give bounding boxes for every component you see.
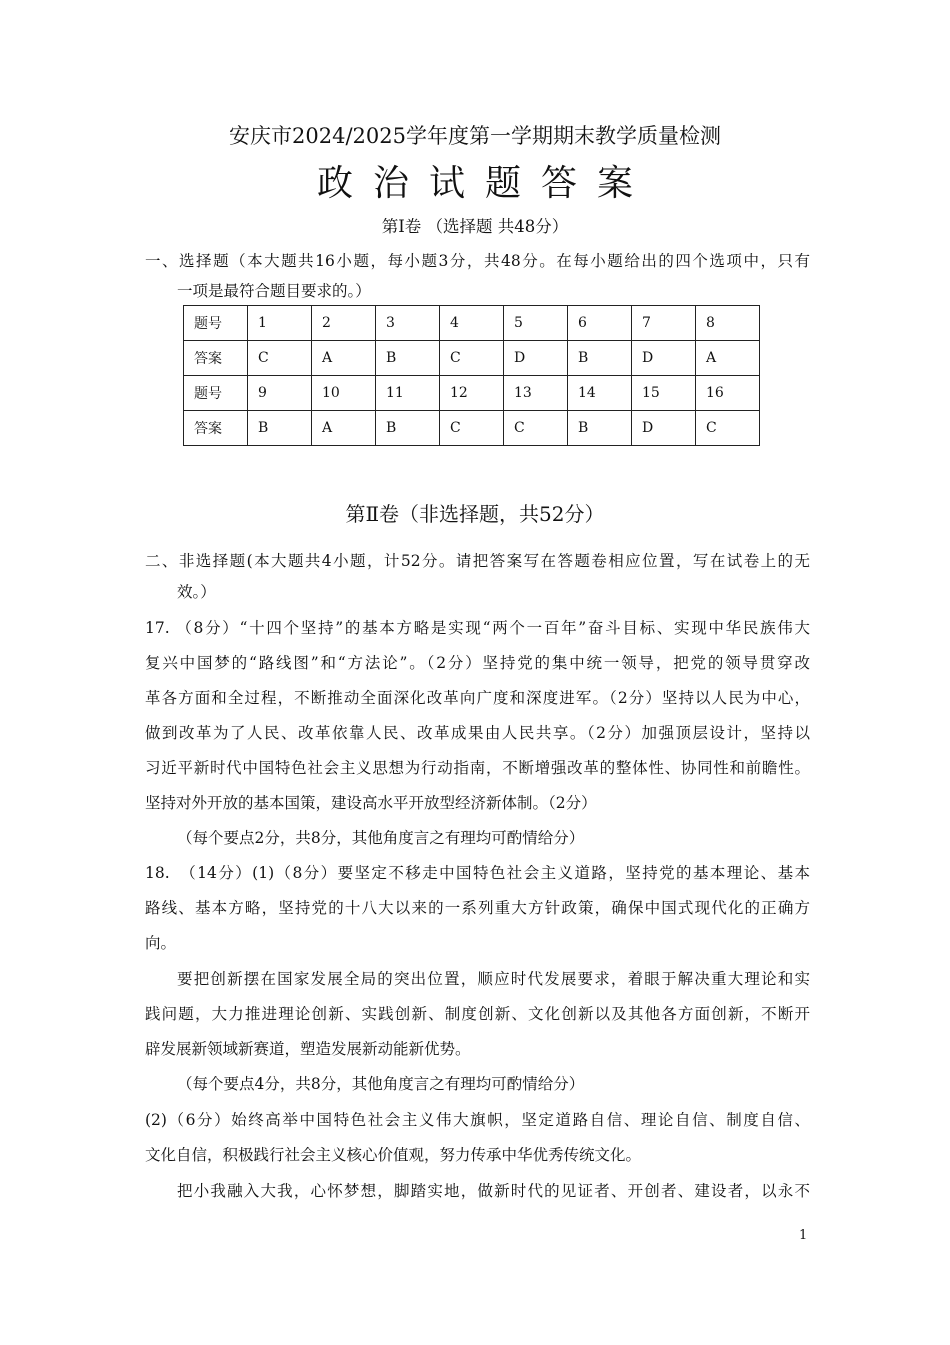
table-cell: D <box>632 341 696 376</box>
answer-line: 18. （14分）(1)（8分）要坚定不移走中国特色社会主义道路，坚持党的基本理论、基本 <box>145 864 810 882</box>
answer-line: 路线、基本方略，坚持党的十八大以来的一系列重大方针政策，确保中国式现代化的正确方 <box>145 899 810 917</box>
part1-title: 第Ⅰ卷 （选择题 共48分） <box>381 217 569 236</box>
table-cell: C <box>440 341 504 376</box>
answer-line: 向。 <box>145 934 177 952</box>
document-title: 政治试题答案 <box>316 163 653 204</box>
table-cell: 15 <box>632 376 696 411</box>
table-cell: 13 <box>504 376 568 411</box>
answer-line: (2)（6分）始终高举中国特色社会主义伟大旗帜，坚定道路自信、理论自信、制度自信、 <box>145 1111 810 1129</box>
scoring-note: （每个要点2分，共8分，其他角度言之有理均可酌情给分） <box>177 829 585 847</box>
answer-line: 辟发展新领域新赛道，塑造发展新动能新优势。 <box>145 1040 471 1058</box>
table-row <box>184 411 760 446</box>
table-cell: A <box>312 341 376 376</box>
table-cell: D <box>632 411 696 446</box>
table-row <box>184 376 760 411</box>
table-cell: B <box>376 341 440 376</box>
answer-line: 习近平新时代中国特色社会主义思想为行动指南，不断增强改革的整体性、协同性和前瞻性。 <box>145 759 810 777</box>
table-cell: 10 <box>312 376 376 411</box>
table-cell: 6 <box>568 306 632 341</box>
table-cell: 7 <box>632 306 696 341</box>
answer-line: 革各方面和全过程，不断推动全面深化改革向广度和深度进军。（2分）坚持以人民为中心， <box>145 689 810 707</box>
section1-instruction: 一、选择题（本大题共16小题，每小题3分，共48分。在每小题给出的四个选项中，只有 <box>145 252 810 270</box>
answer-line: 文化自信，积极践行社会主义核心价值观，努力传承中华优秀传统文化。 <box>145 1146 642 1164</box>
table-cell: 12 <box>440 376 504 411</box>
table-cell: C <box>696 411 760 446</box>
answer-line: 复兴中国梦的“路线图”和“方法论”。（2分）坚持党的集中统一领导，把党的领导贯穿改 <box>145 654 810 672</box>
section2-instruction-cont: 效。） <box>177 583 216 601</box>
table-cell: C <box>440 411 504 446</box>
scoring-note: （每个要点4分，共8分，其他角度言之有理均可酌情给分） <box>177 1075 585 1093</box>
answer-line: 要把创新摆在国家发展全局的突出位置，顺应时代发展要求，着眼于解决重大理论和实 <box>177 970 810 988</box>
table-cell: 4 <box>440 306 504 341</box>
row-header-cell: 答案 <box>184 411 248 446</box>
table-row <box>184 341 760 376</box>
table-cell: C <box>504 411 568 446</box>
table-cell: 16 <box>696 376 760 411</box>
table-cell: 2 <box>312 306 376 341</box>
row-header-cell: 题号 <box>184 306 248 341</box>
answer-line: 做到改革为了人民、改革依靠人民、改革成果由人民共享。（2分）加强顶层设计，坚持以 <box>145 724 810 742</box>
table-cell: C <box>248 341 312 376</box>
table-cell: B <box>376 411 440 446</box>
table-cell: 5 <box>504 306 568 341</box>
section1-instruction-cont: 一项是最符合题目要求的。） <box>177 282 371 300</box>
table-cell: A <box>312 411 376 446</box>
answer-table <box>183 305 760 446</box>
page-number: 1 <box>799 1228 808 1243</box>
exam-title: 安庆市2024/2025学年度第一学期期末教学质量检测 <box>229 124 721 148</box>
row-header-cell: 题号 <box>184 376 248 411</box>
part2-title: 第Ⅱ卷（非选择题，共52分） <box>345 502 605 526</box>
section2-instruction: 二、非选择题(本大题共4小题，计52分。请把答案写在答题卷相应位置，写在试卷上的无 <box>145 552 810 570</box>
table-cell: B <box>248 411 312 446</box>
row-header-cell: 答案 <box>184 341 248 376</box>
answer-line: 坚持对外开放的基本国策，建设高水平开放型经济新体制。（2分） <box>145 794 597 812</box>
table-cell: 11 <box>376 376 440 411</box>
table-row <box>184 306 760 341</box>
table-cell: B <box>568 341 632 376</box>
table-cell: 14 <box>568 376 632 411</box>
table-cell: 3 <box>376 306 440 341</box>
table-cell: A <box>696 341 760 376</box>
answer-line: 17. （8分）“十四个坚持”的基本方略是实现“两个一百年”奋斗目标、实现中华民族伟大 <box>145 619 810 637</box>
answer-line: 把小我融入大我，心怀梦想，脚踏实地，做新时代的见证者、开创者、建设者，以永不 <box>177 1182 810 1200</box>
table-cell: 9 <box>248 376 312 411</box>
table-cell: D <box>504 341 568 376</box>
table-cell: 8 <box>696 306 760 341</box>
table-cell: 1 <box>248 306 312 341</box>
answer-line: 践问题，大力推进理论创新、实践创新、制度创新、文化创新以及其他各方面创新，不断开 <box>145 1005 810 1023</box>
table-cell: B <box>568 411 632 446</box>
